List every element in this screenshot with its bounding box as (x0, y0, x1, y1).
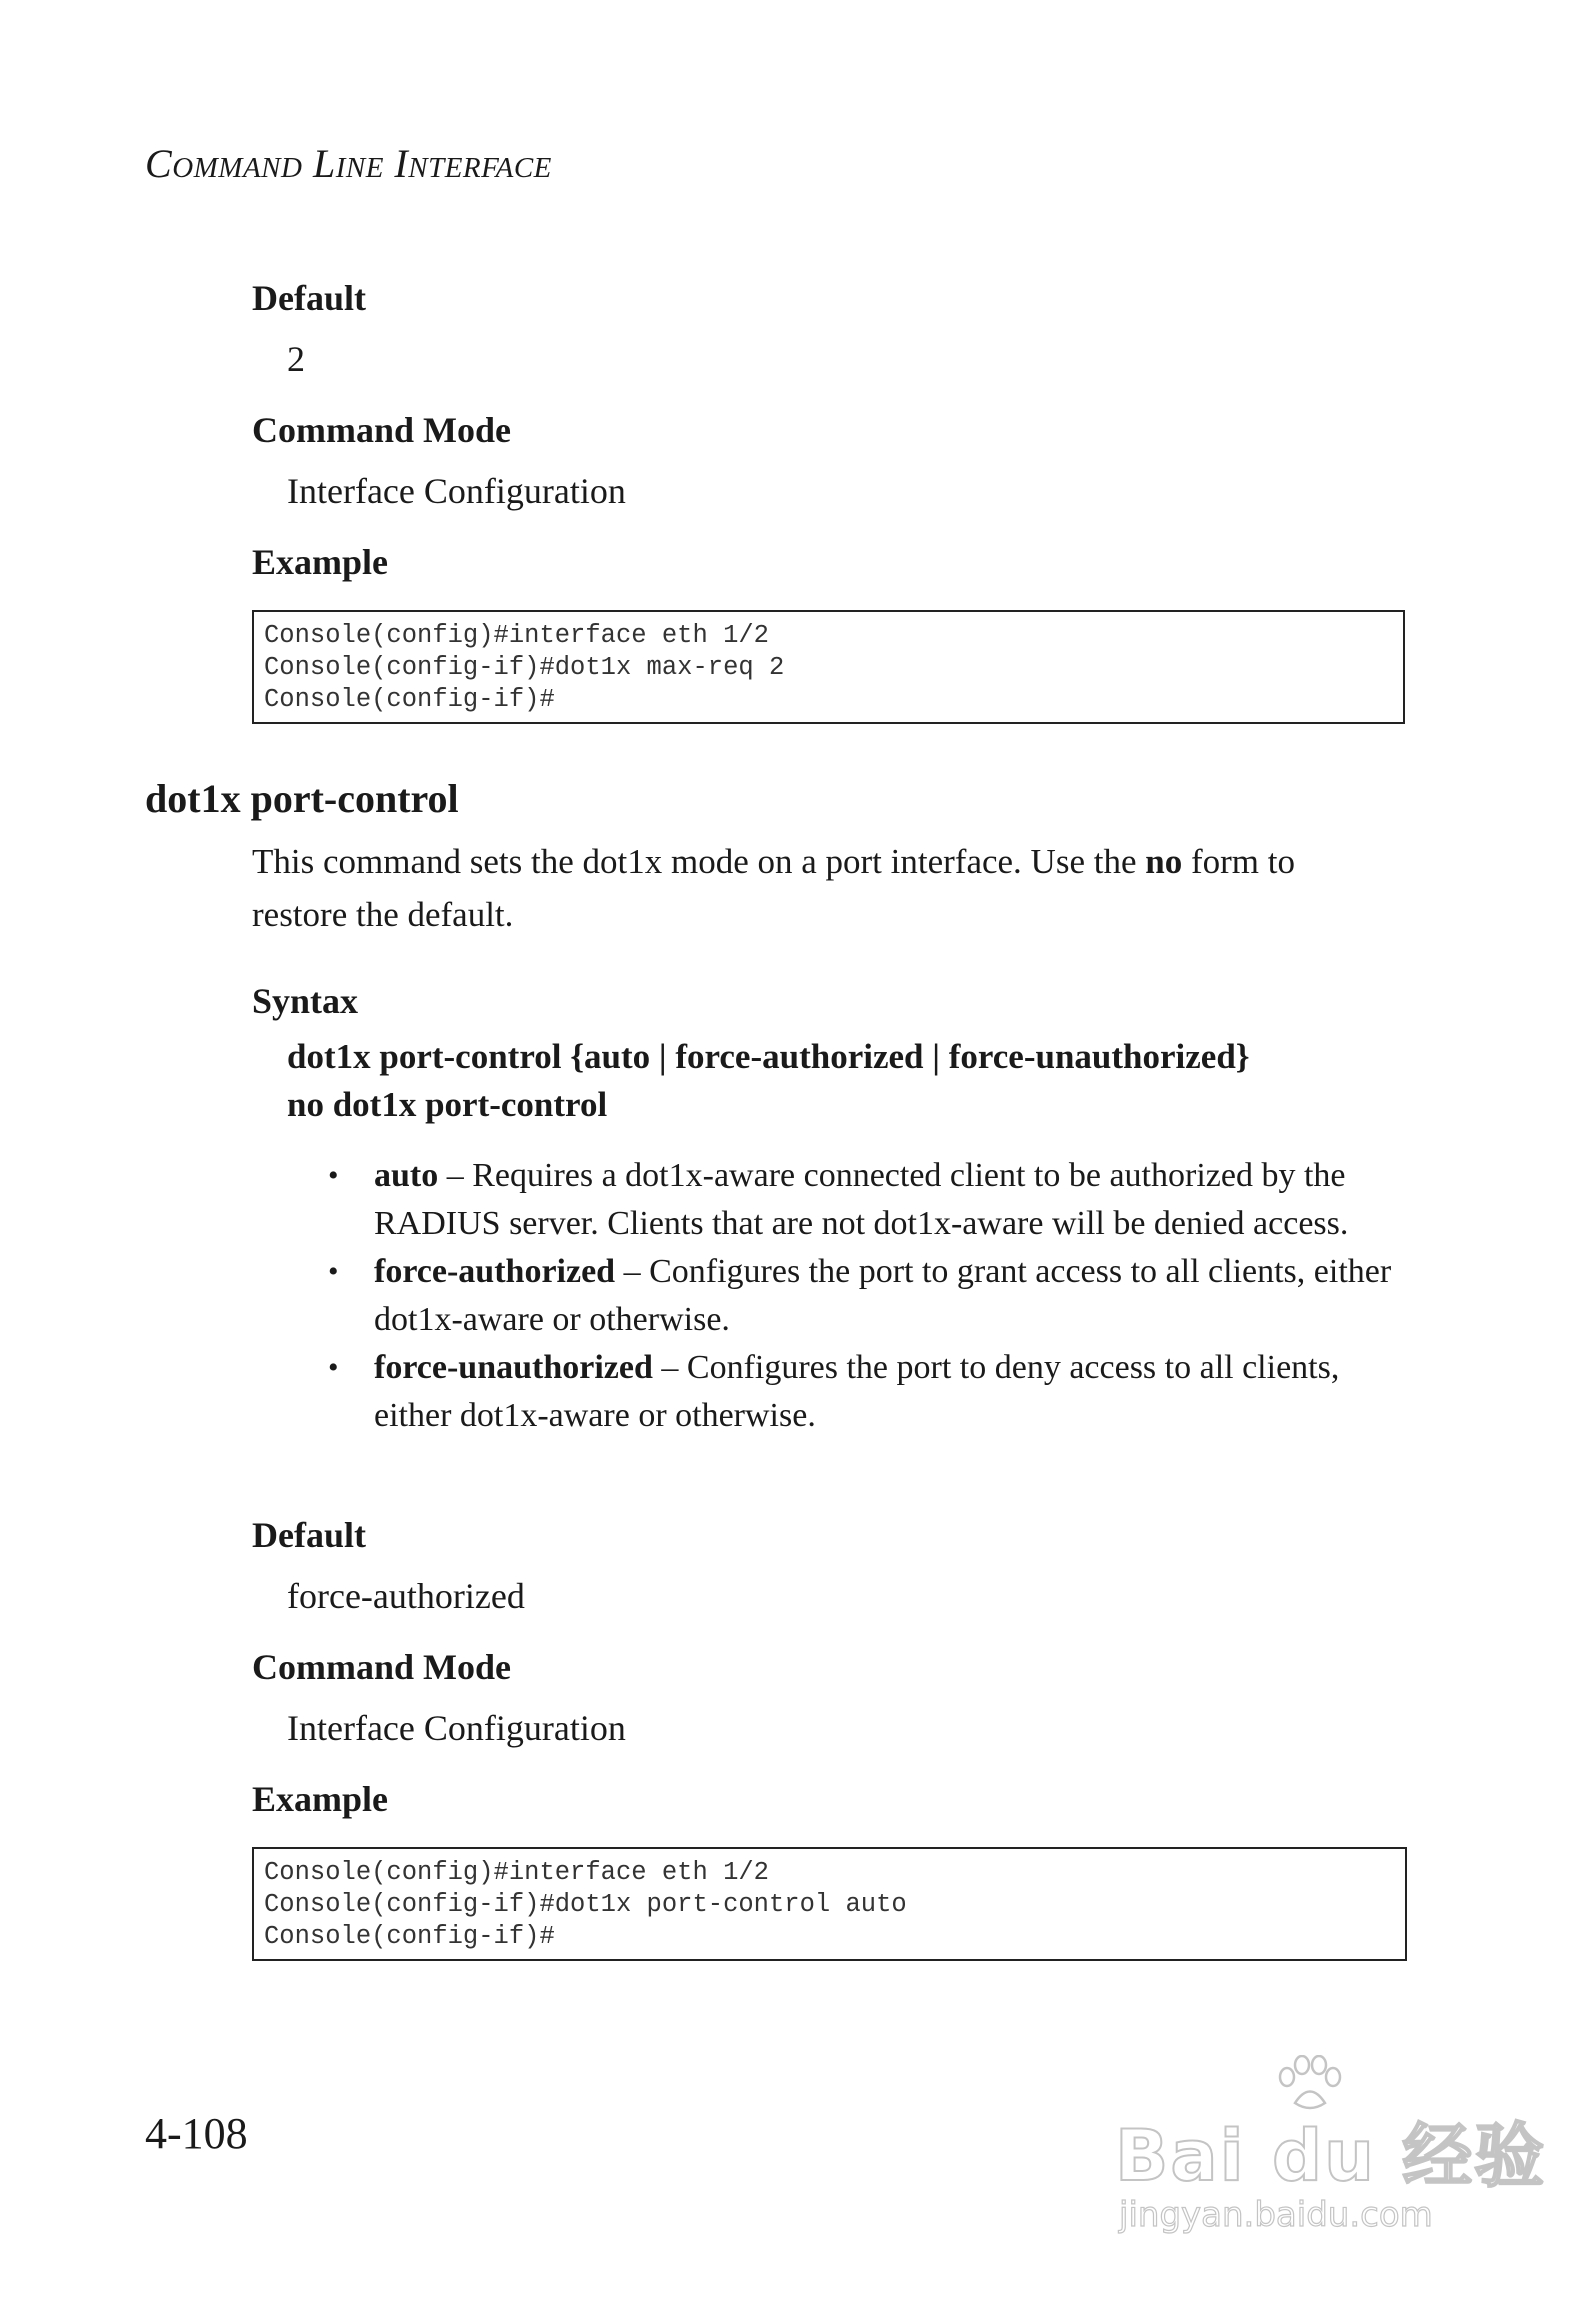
default-value: 2 (287, 339, 305, 379)
command-mode-value: Interface Configuration (287, 471, 626, 511)
code-example-box (252, 1847, 1407, 1961)
watermark-url: jingyan.baidu.com (1119, 2195, 1433, 2235)
command-mode-heading: Command Mode (252, 1647, 511, 1687)
default-heading: Default (252, 1515, 366, 1555)
command-description: This command sets the dot1x mode on a port interface. Use the no form to restore the default. (252, 842, 1295, 934)
command-mode-heading: Command Mode (252, 410, 511, 450)
code-line: Console(config)#interface eth 1/2 (264, 621, 769, 650)
code-line: Console(config-if)#dot1x port-control auto (264, 1890, 907, 1919)
syntax-line-no-form: no dot1x port-control (287, 1085, 608, 1124)
page-number: 4-108 (145, 2109, 248, 2158)
syntax-line: dot1x port-control {auto | force-authorized | force-unauthorized} (287, 1037, 1250, 1076)
bullet-icon: • (328, 1159, 339, 1192)
example-heading: Example (252, 1779, 389, 1819)
baidu-watermark (1115, 2055, 1547, 2255)
option-term: force-authorized (374, 1253, 616, 1290)
list-item (328, 1248, 1417, 1344)
code-line: Console(config-if)# (264, 685, 555, 714)
section-title: dot1x port-control (145, 776, 459, 821)
option-list (328, 1152, 1417, 1440)
running-header: COMMAND LINE INTERFACE (145, 141, 552, 186)
default-value: force-authorized (287, 1576, 525, 1616)
watermark-logo: Bai du 经验 (1115, 2115, 1547, 2197)
option-desc: – Configures the port to grant access to all clients, either dot1x-aware or otherwise. (374, 1253, 1417, 1338)
no-keyword: no (1145, 842, 1183, 881)
option-desc: – Requires a dot1x-aware connected client to be authorized by the RADIUS server. Clients that are not dot1x-aware will be denied access. (374, 1157, 1349, 1242)
option-desc: – Configures the port to deny access to all clients, either dot1x-aware or otherwise. (374, 1349, 1340, 1434)
list-item (328, 1344, 1408, 1440)
syntax-heading: Syntax (252, 981, 359, 1021)
command-mode-value: Interface Configuration (287, 1708, 626, 1748)
bullet-icon: • (328, 1255, 339, 1288)
code-line: Console(config-if)# (264, 1922, 555, 1951)
option-term: auto (374, 1157, 439, 1194)
list-item (328, 1152, 1408, 1248)
code-example-box (252, 610, 1405, 724)
code-line: Console(config)#interface eth 1/2 (264, 1858, 769, 1887)
example-heading: Example (252, 542, 389, 582)
option-term: force-unauthorized (374, 1349, 653, 1386)
code-line: Console(config-if)#dot1x max-req 2 (264, 653, 785, 682)
bullet-icon: • (328, 1351, 339, 1384)
default-heading: Default (252, 278, 366, 318)
